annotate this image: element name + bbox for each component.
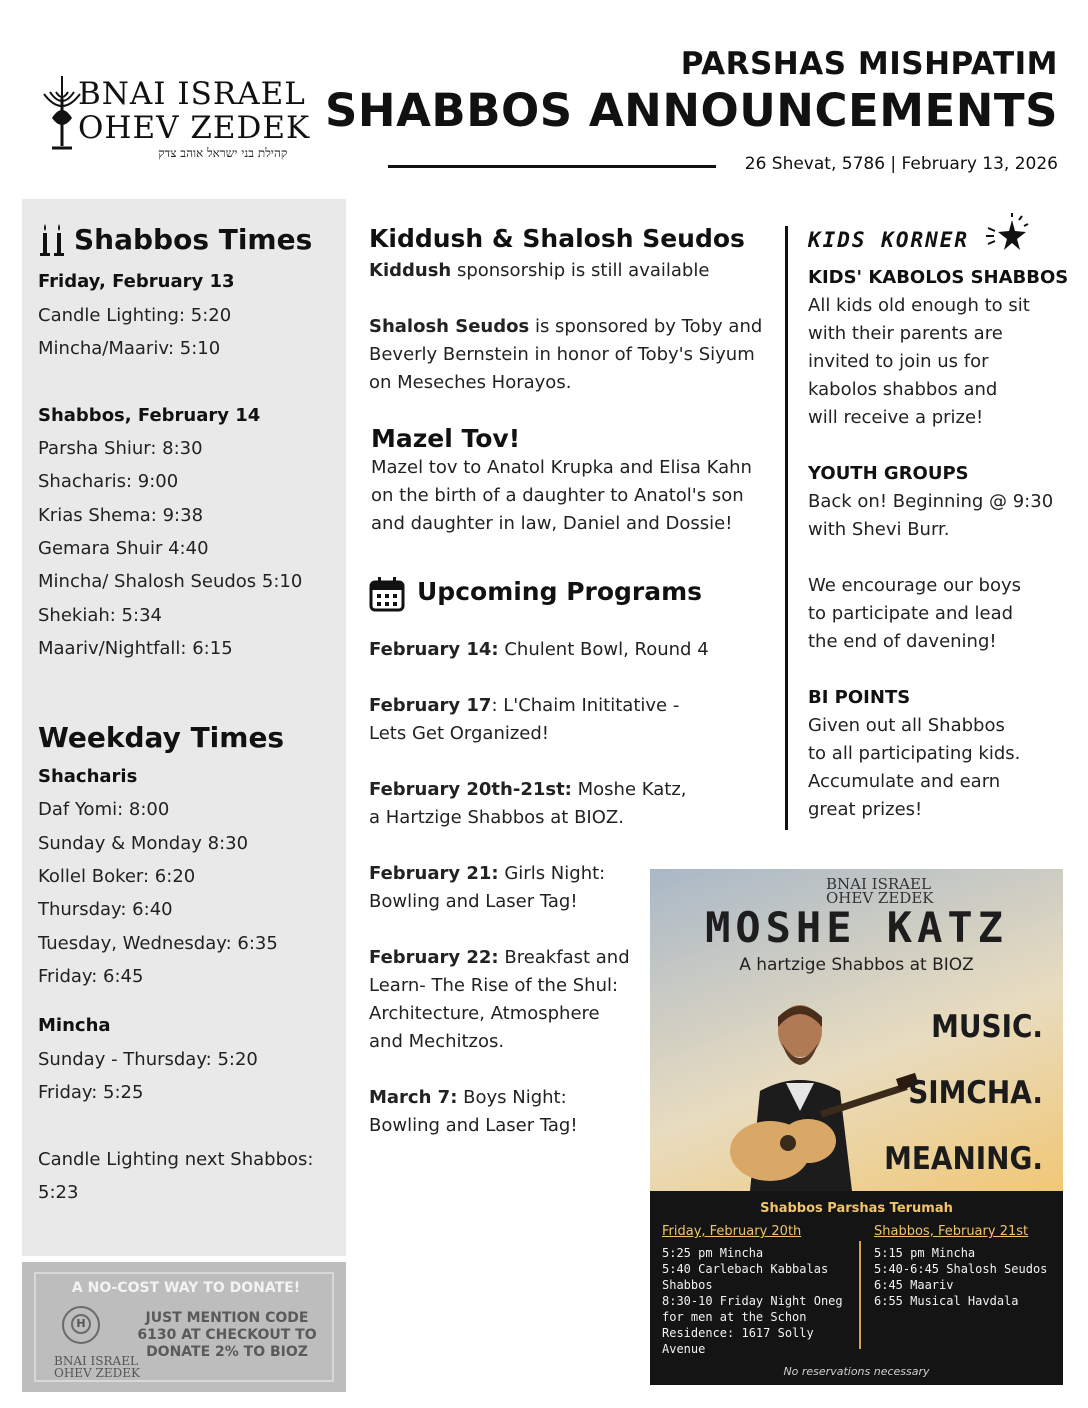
shacharis-line: Daf Yomi: 8:00 bbox=[38, 799, 170, 820]
points-line: Given out all Shabbos bbox=[808, 715, 1005, 736]
seudos-line: Beverly Bernstein in honor of Toby's Siyum bbox=[369, 344, 755, 365]
poster-left-line: for men at the Schon bbox=[662, 1310, 807, 1324]
shacharis-line: Friday: 6:45 bbox=[38, 966, 144, 987]
kabolos-heading: KIDS' KABOLOS SHABBOS bbox=[808, 267, 1069, 288]
program-text: Boys Night: bbox=[457, 1087, 567, 1108]
kiddush-line bbox=[369, 260, 709, 281]
event-poster bbox=[650, 869, 1063, 1385]
program-item bbox=[369, 639, 709, 660]
program-text: Breakfast and bbox=[498, 947, 630, 968]
mazel-tov-line: on the birth of a daughter to Anatol's son bbox=[371, 485, 744, 506]
program-date: February 17 bbox=[369, 695, 492, 716]
points-line: to all participating kids. bbox=[808, 743, 1021, 764]
kabolos-line: kabolos shabbos and bbox=[808, 379, 998, 400]
program-date: February 21: bbox=[369, 863, 499, 884]
youth-line: with Shevi Burr. bbox=[808, 519, 950, 540]
program-text: Girls Night: bbox=[498, 863, 606, 884]
youth-line: We encourage our boys bbox=[808, 575, 1022, 596]
program-date: February 14: bbox=[369, 639, 499, 660]
poster-name: MOSHE KATZ bbox=[705, 903, 1008, 952]
times-sidebar bbox=[22, 199, 346, 1256]
poster-left-line: 8:30-10 Friday Night Oneg bbox=[662, 1294, 843, 1308]
poster-word: SIMCHA. bbox=[908, 1075, 1043, 1111]
kiddush-rest: sponsorship is still available bbox=[451, 260, 710, 281]
mazel-tov-line: Mazel tov to Anatol Krupka and Elisa Kahn bbox=[371, 457, 752, 478]
donate-frame bbox=[34, 1272, 334, 1382]
donate-line: DONATE 2% TO BIOZ bbox=[146, 1344, 308, 1360]
seudos-line bbox=[369, 316, 762, 337]
poster-right-line: 5:15 pm Mincha bbox=[874, 1246, 976, 1260]
header-date: 26 Shevat, 5786 | February 13, 2026 bbox=[744, 154, 1058, 174]
program-date: March 7: bbox=[369, 1087, 458, 1108]
mazel-tov-title: Mazel Tov! bbox=[371, 424, 521, 453]
shabbos-line: Gemara Shuir 4:40 bbox=[38, 538, 209, 559]
page-title: SHABBOS ANNOUNCEMENTS bbox=[325, 84, 1058, 137]
logo bbox=[40, 66, 320, 166]
mincha-line: Friday: 5:25 bbox=[38, 1082, 144, 1103]
star-burst-icon bbox=[982, 212, 1030, 260]
shacharis-line: Sunday & Monday 8:30 bbox=[38, 833, 249, 854]
youth-line: to participate and lead bbox=[808, 603, 1014, 624]
shabbos-line: Shekiah: 5:34 bbox=[38, 605, 162, 626]
kiddush-bold: Kiddush bbox=[369, 260, 452, 281]
youth-heading: YOUTH GROUPS bbox=[808, 463, 969, 484]
poster-right-line: 5:40-6:45 Shalosh Seudos bbox=[874, 1262, 1048, 1276]
poster-right-heading: Shabbos, February 21st bbox=[874, 1224, 1029, 1239]
donate-line: 6130 AT CHECKOUT TO bbox=[137, 1327, 317, 1343]
program-text: Architecture, Atmosphere bbox=[369, 1003, 600, 1024]
logo-hebrew: קהילת בני ישראל אוהב צדק bbox=[158, 146, 288, 160]
poster-left-heading: Friday, February 20th bbox=[662, 1224, 802, 1239]
logo-line2: OHEV ZEDEK bbox=[78, 110, 311, 146]
points-line: great prizes! bbox=[808, 799, 923, 820]
shabbos-times-title: Shabbos Times bbox=[74, 223, 313, 256]
mazel-tov-line: and daughter in law, Daniel and Dossie! bbox=[371, 513, 733, 534]
poster-left-line: 5:40 Carlebach Kabbalas bbox=[662, 1262, 829, 1276]
poster-word: MUSIC. bbox=[931, 1009, 1043, 1045]
seudos-rest: is sponsored by Toby and bbox=[529, 316, 763, 337]
program-text: Chulent Bowl, Round 4 bbox=[498, 639, 709, 660]
points-line: Accumulate and earn bbox=[808, 771, 1001, 792]
poster-right-line: 6:45 Maariv bbox=[874, 1278, 954, 1292]
poster-logo-line1: BNAI ISRAEL bbox=[826, 875, 931, 893]
program-item bbox=[369, 779, 686, 800]
program-item bbox=[369, 863, 605, 884]
program-item bbox=[369, 1087, 567, 1108]
shacharis-line: Kollel Boker: 6:20 bbox=[38, 866, 196, 887]
next-candle-line: Candle Lighting next Shabbos: bbox=[38, 1149, 314, 1170]
donate-logo-line2: OHEV ZEDEK bbox=[54, 1366, 140, 1380]
seudos-bold: Shalosh Seudos bbox=[369, 316, 530, 337]
donate-box bbox=[22, 1262, 346, 1392]
shabbos-line: Maariv/Nightfall: 6:15 bbox=[38, 638, 233, 659]
candles-icon bbox=[38, 223, 66, 257]
kabolos-line: invited to join us for bbox=[808, 351, 989, 372]
program-text: : L'Chaim Inititative - bbox=[491, 695, 680, 716]
calendar-icon bbox=[369, 576, 405, 612]
poster-right-line: 6:55 Musical Havdala bbox=[874, 1294, 1019, 1308]
youth-line: the end of davening! bbox=[808, 631, 997, 652]
poster-left-line: Residence: 1617 Solly bbox=[662, 1326, 814, 1340]
shabbos-line: Krias Shema: 9:38 bbox=[38, 505, 204, 526]
poster-left-line: Shabbos bbox=[662, 1278, 713, 1292]
mincha-line: Sunday - Thursday: 5:20 bbox=[38, 1049, 258, 1070]
shabbos-line: Shacharis: 9:00 bbox=[38, 471, 179, 492]
program-text: and Mechitzos. bbox=[369, 1031, 505, 1052]
next-candle-line: 5:23 bbox=[38, 1182, 79, 1203]
seudos-line: on Meseches Horayos. bbox=[369, 372, 572, 393]
kiddush-title: Kiddush & Shalosh Seudos bbox=[369, 224, 745, 253]
shacharis-heading: Shacharis bbox=[38, 766, 138, 787]
points-heading: BI POINTS bbox=[808, 687, 911, 708]
program-date: February 20th-21st: bbox=[369, 779, 572, 800]
program-text: Bowling and Laser Tag! bbox=[369, 1115, 578, 1136]
house-badge-icon bbox=[62, 1306, 100, 1344]
mincha-heading: Mincha bbox=[38, 1015, 111, 1036]
shacharis-line: Tuesday, Wednesday: 6:35 bbox=[38, 933, 278, 954]
shabbos-line: Parsha Shiur: 8:30 bbox=[38, 438, 203, 459]
program-date: February 22: bbox=[369, 947, 499, 968]
donate-body bbox=[128, 1310, 326, 1361]
poster-schedule-band bbox=[650, 1191, 1063, 1385]
poster-left-line: 5:25 pm Mincha bbox=[662, 1246, 764, 1260]
badge-letter: H bbox=[71, 1314, 91, 1334]
poster-logo-line2: OHEV ZEDEK bbox=[826, 889, 934, 907]
poster-word: MEANING. bbox=[884, 1141, 1043, 1177]
kabolos-line: will receive a prize! bbox=[808, 407, 984, 428]
kids-divider bbox=[785, 226, 788, 830]
poster-note: No reservations necessary bbox=[783, 1365, 930, 1378]
youth-line: Back on! Beginning @ 9:30 bbox=[808, 491, 1054, 512]
poster-divider bbox=[859, 1241, 861, 1349]
friday-line: Mincha/Maariv: 5:10 bbox=[38, 338, 221, 359]
program-text: Lets Get Organized! bbox=[369, 723, 550, 744]
shabbos-heading: Shabbos, February 14 bbox=[38, 405, 261, 426]
logo-line1: BNAI ISRAEL bbox=[78, 76, 306, 112]
poster-band-heading: Shabbos Parshas Terumah bbox=[760, 1201, 953, 1216]
friday-line: Candle Lighting: 5:20 bbox=[38, 305, 232, 326]
donate-logo-line1: BNAI ISRAEL bbox=[54, 1354, 138, 1368]
kabolos-line: All kids old enough to sit bbox=[808, 295, 1030, 316]
weekday-times-title: Weekday Times bbox=[38, 721, 285, 754]
program-item bbox=[369, 695, 679, 716]
friday-heading: Friday, February 13 bbox=[38, 271, 235, 292]
donate-line: JUST MENTION CODE bbox=[145, 1310, 309, 1326]
header-rule bbox=[388, 165, 716, 168]
shabbos-line: Mincha/ Shalosh Seudos 5:10 bbox=[38, 571, 303, 592]
program-text: Moshe Katz, bbox=[571, 779, 687, 800]
parsha-title: PARSHAS MISHPATIM bbox=[680, 46, 1058, 82]
program-text: Bowling and Laser Tag! bbox=[369, 891, 578, 912]
poster-subtitle: A hartzige Shabbos at BIOZ bbox=[739, 955, 974, 975]
poster-left-line: Avenue bbox=[662, 1342, 706, 1356]
programs-title: Upcoming Programs bbox=[417, 577, 703, 606]
program-item bbox=[369, 947, 630, 968]
program-text: a Hartzige Shabbos at BIOZ. bbox=[369, 807, 624, 828]
program-text: Learn- The Rise of the Shul: bbox=[369, 975, 619, 996]
donate-heading: A NO-COST WAY TO DONATE! bbox=[71, 1280, 301, 1296]
kids-korner-title: KIDS KORNER bbox=[808, 228, 970, 252]
kabolos-line: with their parents are bbox=[808, 323, 1003, 344]
shacharis-line: Thursday: 6:40 bbox=[38, 899, 173, 920]
